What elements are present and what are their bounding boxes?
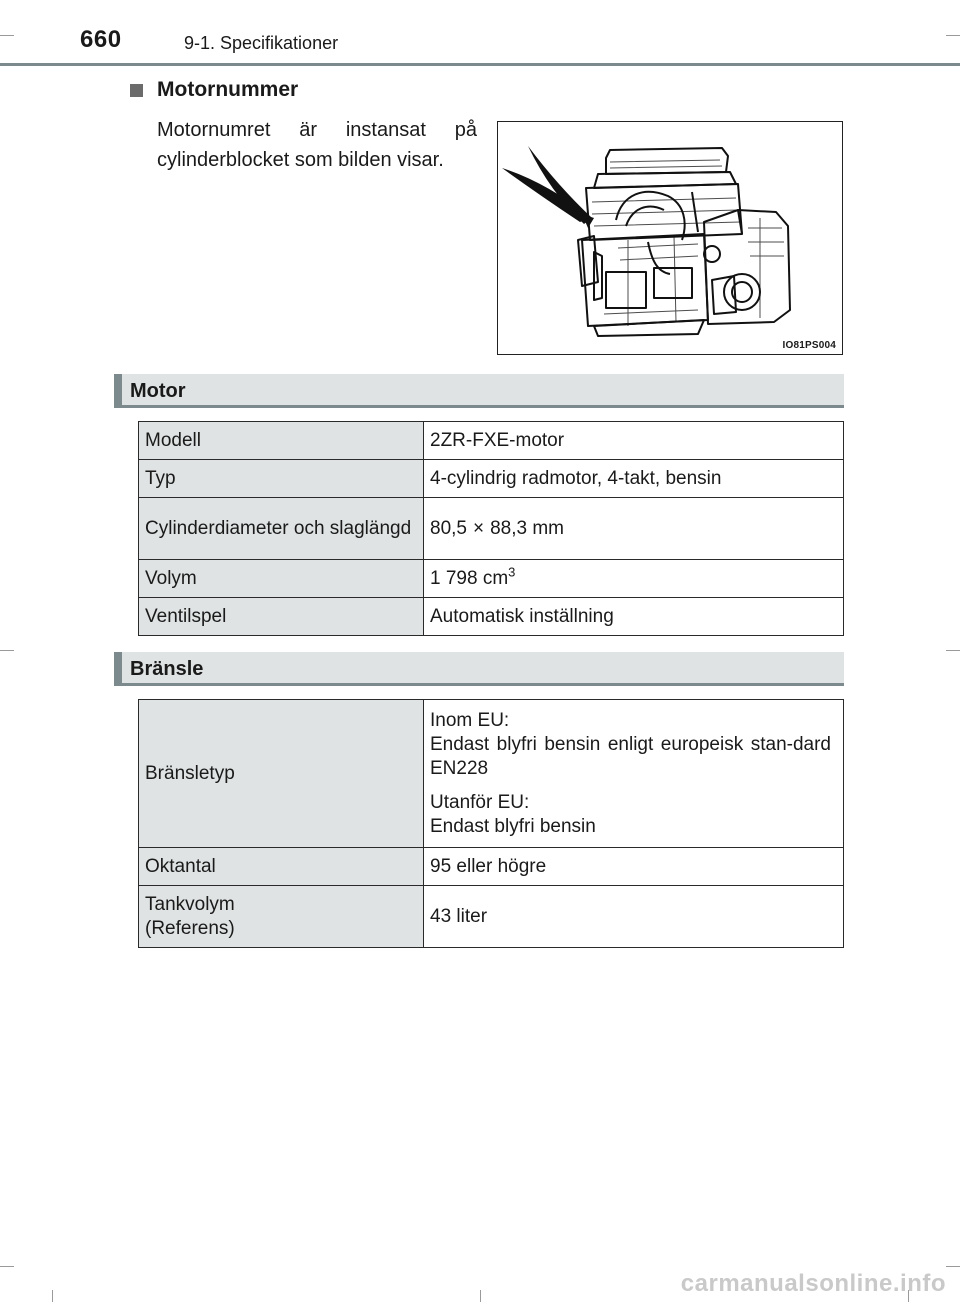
crop-mark [946, 1266, 960, 1267]
non-eu-fuel-text: Endast blyfri bensin [430, 815, 596, 837]
engine-number-heading-text: Motornummer [157, 78, 299, 101]
row-value: 95 eller högre [424, 848, 844, 886]
square-bullet-icon [130, 84, 143, 97]
crop-mark [0, 35, 14, 36]
row-label: Cylinderdiameter och slaglängd [139, 498, 424, 560]
tank-label: Tankvolym [145, 893, 235, 915]
displacement-exponent: 3 [508, 564, 516, 580]
table-row [139, 422, 844, 460]
row-value [424, 700, 844, 848]
table-row [139, 598, 844, 636]
bore-value: 80,5 [430, 517, 467, 539]
chapter-title: 9-1. Specifikationer [184, 33, 339, 53]
row-label [139, 886, 424, 948]
stroke-value: 88,3 mm [490, 517, 565, 539]
engine-drawing [498, 122, 841, 353]
row-label: Modell [139, 422, 424, 460]
displacement-value: 1 798 cm [430, 567, 509, 589]
eu-fuel-text: Endast blyfri bensin enligt europeisk stan-dard EN228 [430, 733, 831, 779]
section-tab-marker [114, 652, 122, 683]
crop-mark [0, 1266, 14, 1267]
table-row [139, 460, 844, 498]
motor-section-title: Motor [130, 380, 186, 402]
fuel-section-title: Bränsle [130, 658, 204, 680]
engine-illustration [497, 121, 843, 355]
header-divider [0, 63, 960, 66]
crop-mark [0, 650, 14, 651]
engine-number-heading [130, 78, 298, 102]
watermark: carmanualsonline.info [680, 1270, 946, 1297]
row-value [424, 498, 844, 560]
section-tab-marker [114, 374, 122, 405]
times-sign: × [472, 517, 485, 539]
row-value: 2ZR-FXE-motor [424, 422, 844, 460]
non-eu-fuel-heading: Utanför EU: [430, 791, 530, 813]
table-row [139, 498, 844, 560]
crop-mark [480, 1290, 481, 1302]
row-label: Typ [139, 460, 424, 498]
table-row [139, 886, 844, 948]
row-value: 43 liter [424, 886, 844, 948]
table-row [139, 560, 844, 598]
page-number: 660 [80, 26, 122, 53]
table-row [139, 700, 844, 848]
fuel-spec-table [138, 699, 844, 948]
row-value: 4-cylindrig radmotor, 4-takt, bensin [424, 460, 844, 498]
fuel-section-heading [114, 652, 844, 686]
crop-mark [52, 1290, 53, 1302]
engine-number-text: Motornumret är instansat på cylinderblocket som bilden visar. [157, 119, 477, 171]
eu-fuel-heading: Inom EU: [430, 709, 510, 731]
row-label: Oktantal [139, 848, 424, 886]
motor-spec-table [138, 421, 844, 636]
tank-label-reference: (Referens) [145, 917, 235, 939]
row-label: Bränsletyp [139, 700, 424, 848]
figure-code: IO81PS004 [782, 340, 836, 351]
row-label: Volym [139, 560, 424, 598]
crop-mark [946, 35, 960, 36]
motor-section-heading [114, 374, 844, 408]
row-label: Ventilspel [139, 598, 424, 636]
table-row [139, 848, 844, 886]
row-value [424, 560, 844, 598]
row-value: Automatisk inställning [424, 598, 844, 636]
crop-mark [946, 650, 960, 651]
